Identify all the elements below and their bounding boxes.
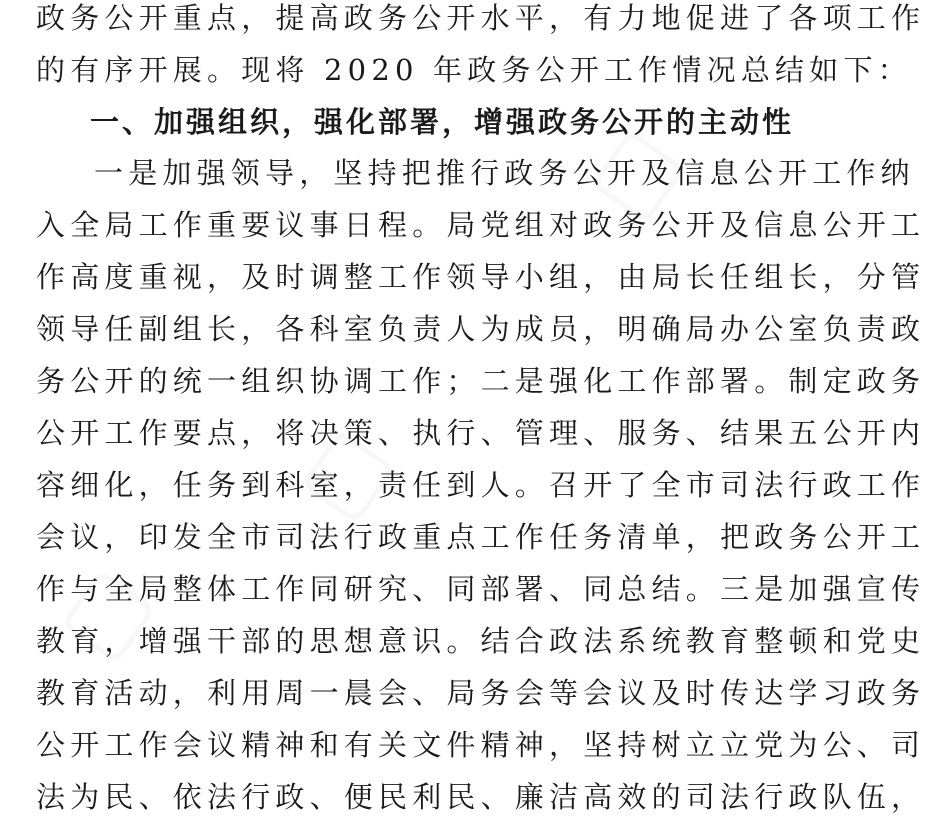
body-text-line: 容细化，任务到科室，责任到人。召开了全市司法行政工作 xyxy=(36,468,925,502)
body-text-line: 公开工作要点，将决策、执行、管理、服务、结果五公开内 xyxy=(36,416,925,450)
body-text-line: 领导任副组长，各科室负责人为成员，明确局办公室负责政 xyxy=(36,312,925,346)
body-text-line: 教育活动，利用周一晨会、局务会等会议及时传达学习政务 xyxy=(36,676,925,710)
body-text-line: 作高度重视，及时调整工作领导小组，由局长任组长，分管 xyxy=(36,260,925,294)
body-text-line: 作与全局整体工作同研究、同部署、同总结。三是加强宣传 xyxy=(36,572,925,606)
body-text-line: 政务公开重点，提高政务公开水平，有力地促进了各项工作 xyxy=(36,1,925,35)
body-text-line: 教育，增强干部的思想意识。结合政法系统教育整顿和党史 xyxy=(36,624,925,658)
paragraph-first-line: 一是加强领导，坚持把推行政务公开及信息公开工作纳 xyxy=(94,156,915,190)
body-text-line: 会议，印发全市司法行政重点工作任务清单，把政务公开工 xyxy=(36,520,925,554)
watermark: ▢ xyxy=(565,107,700,238)
watermark: ▢ xyxy=(275,407,410,538)
section-heading: 一、加强组织，强化部署，增强政务公开的主动性 xyxy=(90,105,795,139)
body-text-line: 法为民、依法行政、便民利民、廉洁高效的司法行政队伍， xyxy=(36,780,925,814)
body-text-line: 入全局工作重要议事日程。局党组对政务公开及信息公开工 xyxy=(36,208,925,242)
body-text-line: 的有序开展。现将 2020 年政务公开工作情况总结如下： xyxy=(36,53,912,87)
body-text-line: 公开工作会议精神和有关文件精神，坚持树立立党为公、司 xyxy=(36,728,925,762)
body-text-line: 务公开的统一组织协调工作；二是强化工作部署。制定政务 xyxy=(36,364,925,398)
watermark: ▢ xyxy=(35,547,170,678)
